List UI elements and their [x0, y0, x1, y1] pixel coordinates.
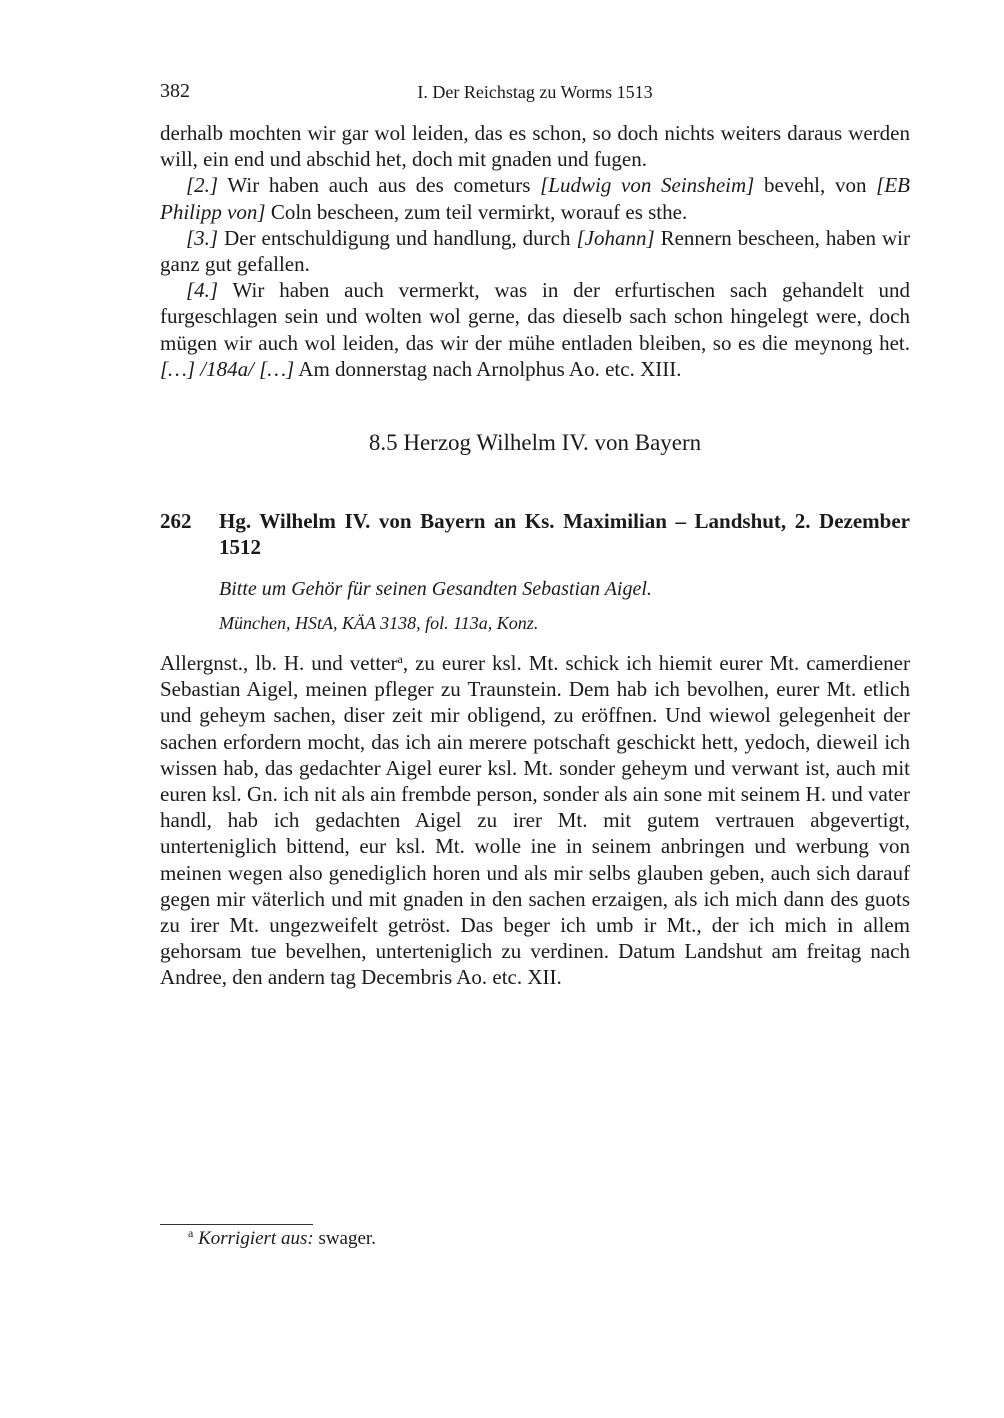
paragraph-4-text-a: Wir haben auch vermerkt, was in der erfurtischen sach gehandelt und furgeschlagen sein und wolten wol gerne, das dieselb sach schon hingelegt were, doch mügen wir auch wol leiden, das wir der mühe entladen bleiben, so es die meynong het. [160, 278, 910, 355]
running-header [160, 80, 910, 106]
footnote-divider [160, 1224, 313, 1225]
document-source: München, HStA, KÄA 3138, fol. 113a, Konz. [219, 613, 539, 633]
letter-text-a: Allergnst., lb. H. und vetter [160, 651, 398, 675]
footnote-label: Korrigiert aus: [198, 1228, 314, 1249]
document-regest: Bitte um Gehör für seinen Gesandten Sebastian Aigel. [219, 578, 652, 600]
document-body [160, 650, 910, 991]
paragraph-2-number: [2.] [186, 173, 219, 198]
paragraph-2 [160, 172, 910, 224]
footnote-text: swager. [313, 1228, 376, 1249]
editorial-omission-folio: […] /184a/ […] [160, 356, 295, 381]
paragraph-2-text-c: Coln bescheen, zum teil vermirkt, worauf es sthe. [265, 199, 688, 224]
footnote-reference[interactable]: a [397, 652, 403, 666]
page-number: 382 [160, 80, 190, 102]
paragraph-4 [160, 277, 910, 382]
paragraph-3 [160, 225, 910, 277]
paragraph-4-number: [4.] [186, 278, 219, 303]
letter-text-b: , zu eurer ksl. Mt. schick ich hiemit eurer Mt. camerdiener Sebastian Aigel, meinen pfleger zu Traunstein. Dem hab ich bevolhen, eurer Mt. etlich und geheym sachen, diser zeit mir obligend, zu eröffnen. Und wiewol gelegenheit der sachen erfordern mocht, das ich ain merere potschaft geschickt hett, yedoch, dieweil ich wissen hab, das gedachter Aigel eurer ksl. Mt. sonder geheym und verwant ist, auch mit euren ksl. Gn. ich nit als ain frembde person, sonder als ain sone mit seinem H. und vater handl, hab ich gedachten Aigel zu irer Mt. mit gutem vertrauen abgevertigt, unterteniglich bittend, eur ksl. Mt. wolle ine in seinem anbringen und werbung von meinen wegen also genediglich horen und als mir selbs glauben geben, auch sich darauf gegen mir väterlich und mit gnaden in den sachen erzaigen, als ich mich dann des guots zu irer Mt. ungezweifelt getröst. Das beger ich umb ir Mt., der ich mich in allem gehorsam tue bevelhen, unterteniglich zu verdinen. Datum Landshut am freitag nach Andree, den andern tag Decembris Ao. etc. XII. [160, 651, 910, 990]
document-title: Hg. Wilhelm IV. von Bayern an Ks. Maximilian – Landshut, 2. Dezember 1512 [219, 509, 910, 559]
paragraph-1-text: derhalb mochten wir gar wol leiden, das es schon, so doch nichts weiters daraus werden will, ein end und abschid het, doch mit gnaden und fugen. [160, 121, 910, 172]
section-heading: 8.5 Herzog Wilhelm IV. von Bayern [368, 430, 702, 455]
editorial-note-seinsheim: [Ludwig von Seinsheim] [540, 173, 755, 198]
paragraph-2-text-b: bevehl, von [754, 173, 877, 198]
document-number: 262 [160, 509, 192, 533]
editorial-note-johann: [Johann] [576, 225, 655, 250]
footnote-mark: a [188, 1226, 194, 1240]
paragraph-1 [160, 120, 910, 172]
letter-text [160, 650, 910, 991]
paragraph-2-text-a: Wir haben auch aus des cometurs [218, 173, 541, 198]
paragraph-4-text-b: Am donnerstag nach Arnolphus Ao. etc. XIII. [294, 356, 682, 381]
paragraph-3-text-a: Der entschuldigung und handlung, durch [218, 225, 577, 250]
editorial-note-philipp: [EB Philipp von] [160, 173, 910, 224]
footnote-a [188, 1228, 908, 1250]
running-title: I. Der Reichstag zu Worms 1513 [417, 82, 653, 102]
previous-letter-continuation [160, 120, 910, 382]
paragraph-3-number: [3.] [186, 225, 219, 250]
paragraph-3-text-b: Rennern bescheen, haben wir ganz gut gefallen. [160, 225, 910, 277]
